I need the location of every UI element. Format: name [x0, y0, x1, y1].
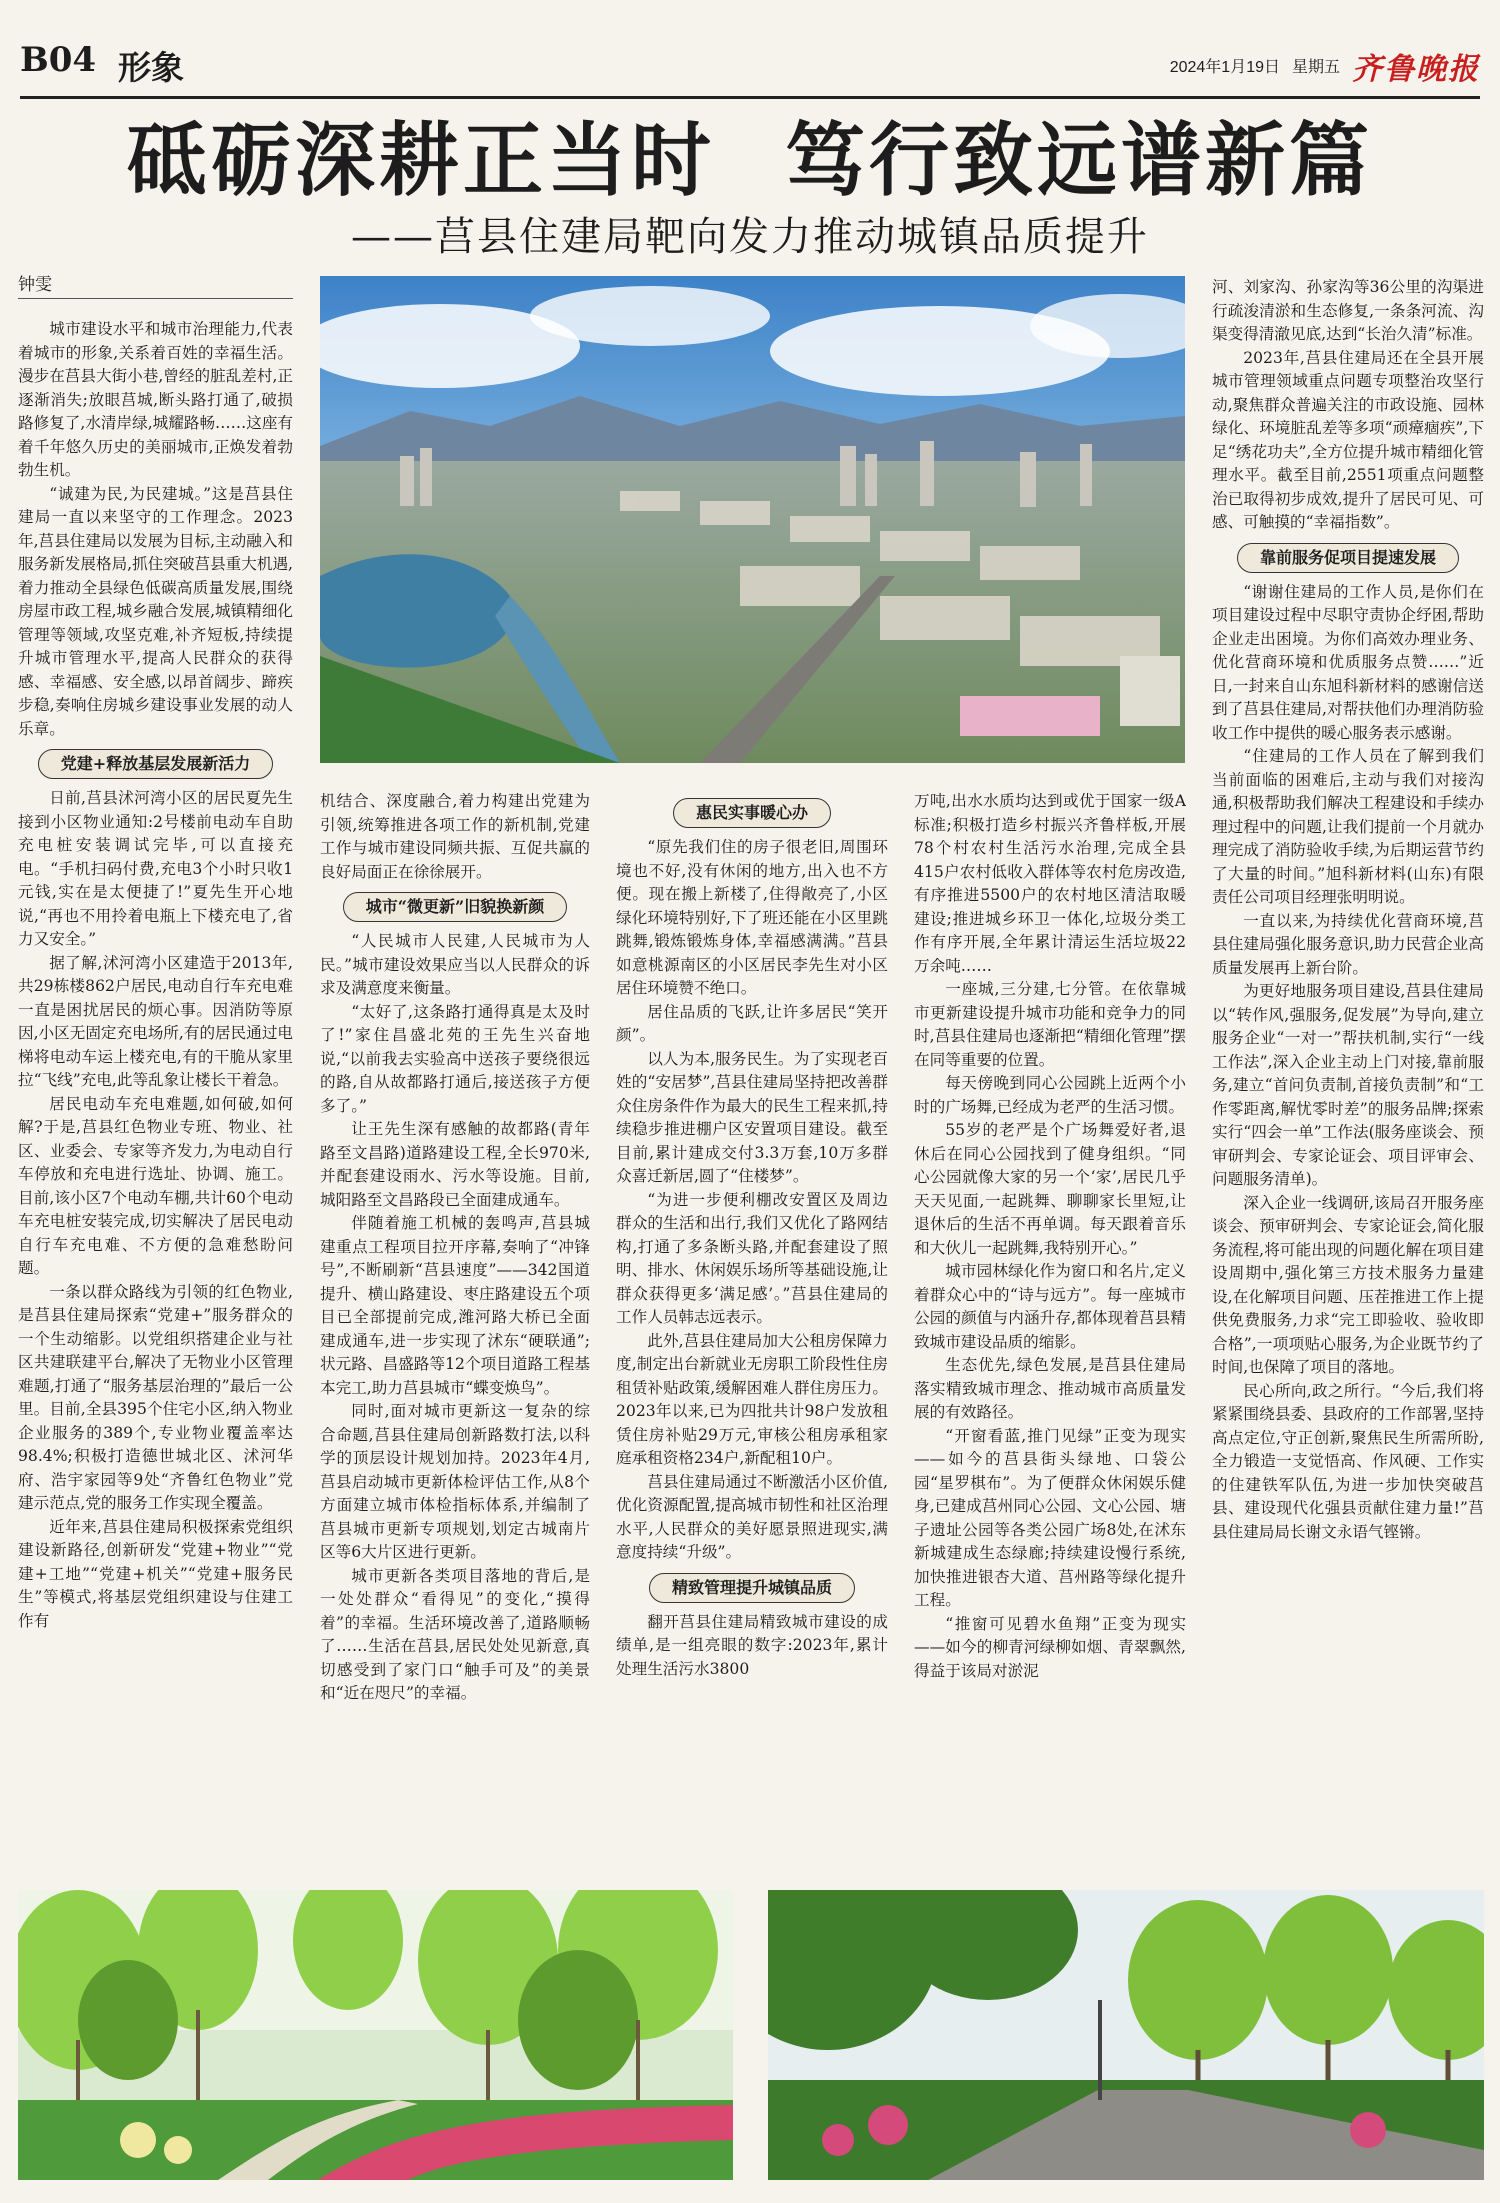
subheadline: ——莒县住建局靶向发力推动城镇品质提升 — [351, 214, 1149, 260]
col5-paragraph: 为更好地服务项目建设,莒县住建局以“转作风,强服务,促发展”为导向,建立服务企业“一对一”帮扶机制,实行“一线工作法”,深入企业主动上门对接,靠前服务,建立“首问负责制,首接负责制”和“工作零距离,解忧零时差”的服务品牌;探索实行“四会一单”工作法(服务座谈会、预审研判会、专家论证会、项目评审会、问题服务清单)。 — [1212, 982, 1484, 1188]
masthead-logo: 齐鲁晚报 — [1352, 52, 1480, 87]
page-header — [20, 40, 1480, 94]
section-heading-refined-management — [616, 1573, 888, 1603]
col3-paragraph: 居住品质的飞跃,让许多居民“笑开颜”。 — [616, 1002, 888, 1044]
col5-paragraph: 一直以来,为持续优化营商环境,莒县住建局强化服务意识,助力民营企业高质量发展再上新台阶。 — [1212, 911, 1484, 977]
byline-rule — [18, 298, 293, 299]
col2-paragraph: 城市更新各类项目落地的背后,是一处处群众“看得见”的变化,“摸得着”的幸福。生活环境改善了,道路顺畅了……生活在莒县,居民处处见新意,真切感受到了家门口“触手可及”的美景和“近在咫尺”的幸福。 — [320, 1566, 590, 1702]
col2-paragraph: “人民城市人民建,人民城市为人民。”城市建设效果应当以人民群众的诉求及满意度来衡量。 — [320, 932, 590, 997]
page-number: B04 — [20, 40, 97, 80]
section-heading-label: 党建+释放基层发展新活力 — [38, 749, 273, 779]
col1-paragraph: 城市建设水平和城市治理能力,代表着城市的形象,关系着百姓的幸福生活。漫步在莒县大街小巷,曾经的脏乱差村,正逐渐消失;放眼莒城,断头路打通了,破损路修复了,水清岸绿,城耀路畅……这座有着千年悠久历史的美丽城市,正焕发着勃勃生机。 — [18, 320, 293, 479]
col5-paragraph: 2023年,莒县住建局还在全县开展城市管理领域重点问题专项整治攻坚行动,聚焦群众普遍关注的市政设施、园林绿化、环境脏乱差等多项“顽瘴痼疾”,下足“绣花功夫”,全方位提升城市精细化管理水平。截至目前,2551项重点问题整治已取得初步成效,提升了居民可见、可感、可触摸的“幸福指数”。 — [1212, 348, 1484, 531]
col4-paragraph: 生态优先,绿色发展,是莒县住建局落实精致城市理念、推动城市高质量发展的有效路径。 — [914, 1356, 1186, 1421]
issue-date: 2024年1月19日 — [1169, 59, 1280, 76]
col2-paragraph: 伴随着施工机械的轰鸣声,莒县城建重点工程项目拉开序幕,奏响了“冲锋号”,不断刷新“莒县速度”——342国道提升、横山路建设、枣庄路建设五个项目已全部提前完成,潍河路大桥已全面建成通车,进一步实现了沭东“硬联通”;状元路、昌盛路等12个项目道路工程基本完工,助力莒县城市“蝶变焕鸟”。 — [320, 1214, 590, 1397]
section-heading-project-service — [1212, 543, 1484, 573]
col4-paragraph: 每天傍晚到同心公园跳上近两个小时的广场舞,已经成为老严的生活习惯。 — [914, 1074, 1186, 1116]
section-heading-label: 精致管理提升城镇品质 — [649, 1573, 855, 1603]
col3-paragraph: “为进一步便利棚改安置区及周边群众的生活和出行,我们又优化了路网结构,打通了多条断头路,并配套建设了照明、排水、休闲娱乐场所等基础设施,让群众获得更多‘满足感’。”莒县住建局的工作人员韩志远表示。 — [616, 1190, 888, 1326]
col1-paragraph: 据了解,沭河湾小区建造于2013年,共29栋楼862户居民,电动自行车充电难一直是困扰居民的烦心事。因消防等原因,小区无固定充电场所,有的居民通过电梯将电动车运上楼充电,有的干脆从家里拉“飞线”充电,此等乱象让楼长干着急。 — [18, 953, 293, 1089]
col2-paragraph: 机结合、深度融合,着力构建出党建为引领,统筹推进各项工作的新机制,党建工作与城市建设同频共振、互促共赢的良好局面正在徐徐展开。 — [320, 792, 590, 881]
section-heading-label: 城市“微更新”旧貌换新颜 — [343, 892, 567, 922]
headline-part-2: 笃行致远谱新篇 — [785, 113, 1373, 207]
col3-paragraph: 莒县住建局通过不断激活小区价值,优化资源配置,提高城市韧性和社区治理水平,人民群众的美好愿景照进现实,满意度持续“升级”。 — [616, 1472, 888, 1561]
col5-paragraph: 深入企业一线调研,该局召开服务座谈会、预审研判会、专家论证会,简化服务流程,将可能出现的问题化解在项目建设周期中,强化第三方技术服务力量建设,在化解项目问题、压茬推进工作上提供免费服务,力求“完工即验收、验收即合格”,一项项贴心服务,为企业既节约了时间,也保障了项目的落地。 — [1212, 1193, 1484, 1376]
headline — [60, 112, 1440, 208]
col5-paragraph: “谢谢住建局的工作人员,是你们在项目建设过程中尽职守责协企纾困,帮助企业走出困境。为你们高效办理业务、优化营商环境和优质服务点赞……”近日,一封来自山东旭科新材料的感谢信送到了莒县住建局,对帮扶他们办理消防验收工作中提供的暖心服务表示感谢。 — [1212, 582, 1484, 742]
col1-paragraph: 近年来,莒县住建局积极探索党组织建设新路径,创新研发“党建+物业”“党建+工地”“党建+机关”“党建+服务民生”等模式,将基层党组织建设与住建工作有 — [18, 1517, 293, 1630]
article-column-3 — [616, 790, 888, 1861]
byline: 钟雯 — [18, 275, 52, 295]
col5-paragraph: “住建局的工作人员在了解到我们当前面临的困难后,主动与我们对接沟通,积极帮助我们解决工程建设和手续办理过程中的问题,让我们提前一个月就办理完成了消防验收手续,为后期运营节约了大量的时间。”旭科新材料(山东)有限责任公司项目经理张明明说。 — [1212, 747, 1484, 906]
col5-paragraph: 民心所向,政之所行。“今后,我们将紧紧围绕县委、县政府的工作部署,坚持高点定位,守正创新,聚焦民生所需所盼,全力锻造一支觉悟高、作风硬、工作实的住建铁军队伍,为进一步加快突破莒县、建设现代化强县贡献住建力量!”莒县住建局局长谢文永语气铿锵。 — [1212, 1381, 1484, 1541]
aerial-city-photo — [320, 276, 1185, 763]
col4-paragraph: 城市园林绿化作为窗口和名片,定义着群众心中的“诗与远方”。每一座城市公园的颜值与内涵升存,都体现着莒县精致城市建设品质的缩影。 — [914, 1262, 1186, 1351]
col3-paragraph: “原先我们住的房子很老旧,周围环境也不好,没有休闲的地方,出入也不方便。现在搬上新楼了,住得敞亮了,小区绿化环境特别好,下了班还能在小区里跳跳舞,锻炼锻炼身体,幸福感满满。”莒县如意桃源南区的小区居民李先生对小区居住环境赞不绝口。 — [616, 838, 888, 997]
section-heading-label: 靠前服务促项目提速发展 — [1237, 543, 1459, 573]
section-heading-party-building — [18, 749, 293, 779]
article-column-1 — [18, 318, 293, 1861]
col2-paragraph: 同时,面对城市更新这一复杂的综合命题,莒县住建局创新路数打法,以科学的顶层设计规划加持。2023年4月,莒县启动城市更新体检评估工作,从8个方面建立城市体检指标体系,并编制了莒县城市更新专项规划,划定古城南片区等6大片区进行更新。 — [320, 1402, 590, 1561]
section-heading-livelihood — [616, 798, 888, 828]
section-name: 形象 — [118, 48, 184, 87]
col4-paragraph: 55岁的老严是个广场舞爱好者,退休后在同心公园找到了健身组织。“同心公园就像大家的另一个‘家’,居民几乎天天见面,一起跳舞、聊聊家长里短,让退休后的生活不再单调。每天跟着音乐和大伙儿一起跳舞,我特别开心。” — [914, 1121, 1186, 1257]
col2-paragraph: “太好了,这条路打通得真是太及时了!”家住昌盛北苑的王先生兴奋地说,“以前我去实验高中送孩子要绕很远的路,自从故都路打通后,接送孩子方便多了。” — [320, 1002, 590, 1115]
issue-weekday: 星期五 — [1291, 59, 1340, 76]
col4-paragraph: 万吨,出水水质均达到或优于国家一级A标准;积极打造乡村振兴齐鲁样板,开展78个村农村生活污水治理,完成全县415户农村低收入群体等农村危房改造,有序推进5500户的农村地区清洁取暖建设;推进城乡环卫一体化,垃圾分类工作有序开展,全年累计清运生活垃圾22万余吨…… — [914, 792, 1186, 975]
col4-paragraph: “开窗看蓝,推门见绿”正变为现实——如今的莒县街头绿地、口袋公园“星罗棋布”。为了便群众休闲娱乐健身,已建成莒州同心公园、文心公园、塘子遗址公园等各类公园广场8处,在沭东新城建成生态绿廊;持续建设慢行系统,加快推进银杏大道、莒州路等绿化提升工程。 — [914, 1426, 1186, 1609]
col3-paragraph: 此外,莒县住建局加大公租房保障力度,制定出台新就业无房职工阶段性住房租赁补贴政策,缓解困难人群住房压力。2023年以来,已为四批共计98户发放租赁住房补贴29万元,审核公租房承租家庭承租资格234户,新配租10户。 — [616, 1331, 888, 1467]
col3-paragraph: 翻开莒县住建局精致城市建设的成绩单,是一组亮眼的数字:2023年,累计处理生活污水3800 — [616, 1612, 888, 1678]
section-heading-label: 惠民实事暖心办 — [673, 798, 831, 828]
article-column-2 — [320, 790, 590, 1861]
article-column-5 — [1212, 276, 1484, 1861]
col1-paragraph: “诚建为民,为民建城。”这是莒县住建局一直以来坚守的工作理念。2023年,莒县住建局以发展为目标,主动融入和服务新发展格局,抓住突破莒县重大机遇,着力推动全县绿色低碳高质量发展,围绕房屋市政工程,城乡融合发展,城镇精细化管理等领域,攻坚克难,补齐短板,持续提升城市管理水平,提高人民群众的获得感、幸福感、安全感,以昂首阔步、蹄疾步稳,奏响住房城乡建设事业发展的动人乐章。 — [18, 484, 293, 738]
col5-paragraph: 河、刘家沟、孙家沟等36公里的沟渠进行疏浚清淤和生态修复,一条条河流、沟渠变得清澈见底,达到“长治久清”标准。 — [1212, 278, 1484, 343]
article-column-4 — [914, 790, 1186, 1861]
col4-paragraph: “推窗可见碧水鱼翔”正变为现实——如今的柳青河绿柳如烟、青翠飘然,得益于该局对淤泥 — [914, 1614, 1186, 1680]
header-rule — [20, 96, 1480, 99]
headline-part-1: 砥砺深耕正当时 — [127, 113, 715, 207]
section-heading-urban-renewal — [320, 892, 590, 922]
tree-lined-road-photo — [768, 1890, 1484, 2180]
col2-paragraph: 让王先生深有感触的故都路(青年路至文昌路)道路建设工程,全长970米,并配套建设雨水、污水等设施。目前,城阳路至文昌路段已全面建成通车。 — [320, 1120, 590, 1209]
col4-paragraph: 一座城,三分建,七分管。在依靠城市更新建设提升城市功能和竞争力的同时,莒县住建局也逐渐把“精细化管理”摆在同等重要的位置。 — [914, 980, 1186, 1069]
park-path-photo — [18, 1890, 733, 2180]
col1-paragraph: 一条以群众路线为引领的红色物业,是莒县住建局探索“党建+”服务群众的一个生动缩影。以党组织搭建企业与社区共建联建平台,解决了无物业小区管理难题,打通了“服务基层治理的”最后一公里。目前,全县395个住宅小区,纳入物业企业服务的389个,专业物业覆盖率达98.4%;积极打造德世城北区、沭河华府、浩宇家园等9处“齐鲁红色物业”党建示范点,党的服务工作实现全覆盖。 — [18, 1282, 293, 1512]
col1-paragraph: 居民电动车充电难题,如何破,如何解?于是,莒县红色物业专班、物业、社区、业委会、专家等齐发力,为电动自行车停放和充电进行选址、协调、施工。目前,该小区7个电动车棚,共计60个电动车充电桩安装完成,切实解决了居民电动自行车充电难、不方便的急难愁盼问题。 — [18, 1094, 293, 1277]
col3-paragraph: 以人为本,服务民生。为了实现老百姓的“安居梦”,莒县住建局坚持把改善群众住房条件作为最大的民生工程来抓,持续稳步推进棚户区安置项目建设。截至目前,累计建成交付3.3万套,10万多群众喜迁新居,圆了“住楼梦”。 — [616, 1049, 888, 1185]
col1-paragraph: 日前,莒县沭河湾小区的居民夏先生接到小区物业通知:2号楼前电动车自助充电桩安装调试完毕,可以直接充电。“手机扫码付费,充电3个小时只收1元钱,实在是太便捷了!”夏先生开心地说,“再也不用拎着电瓶上下楼充电了,省力又安全。” — [18, 789, 293, 948]
